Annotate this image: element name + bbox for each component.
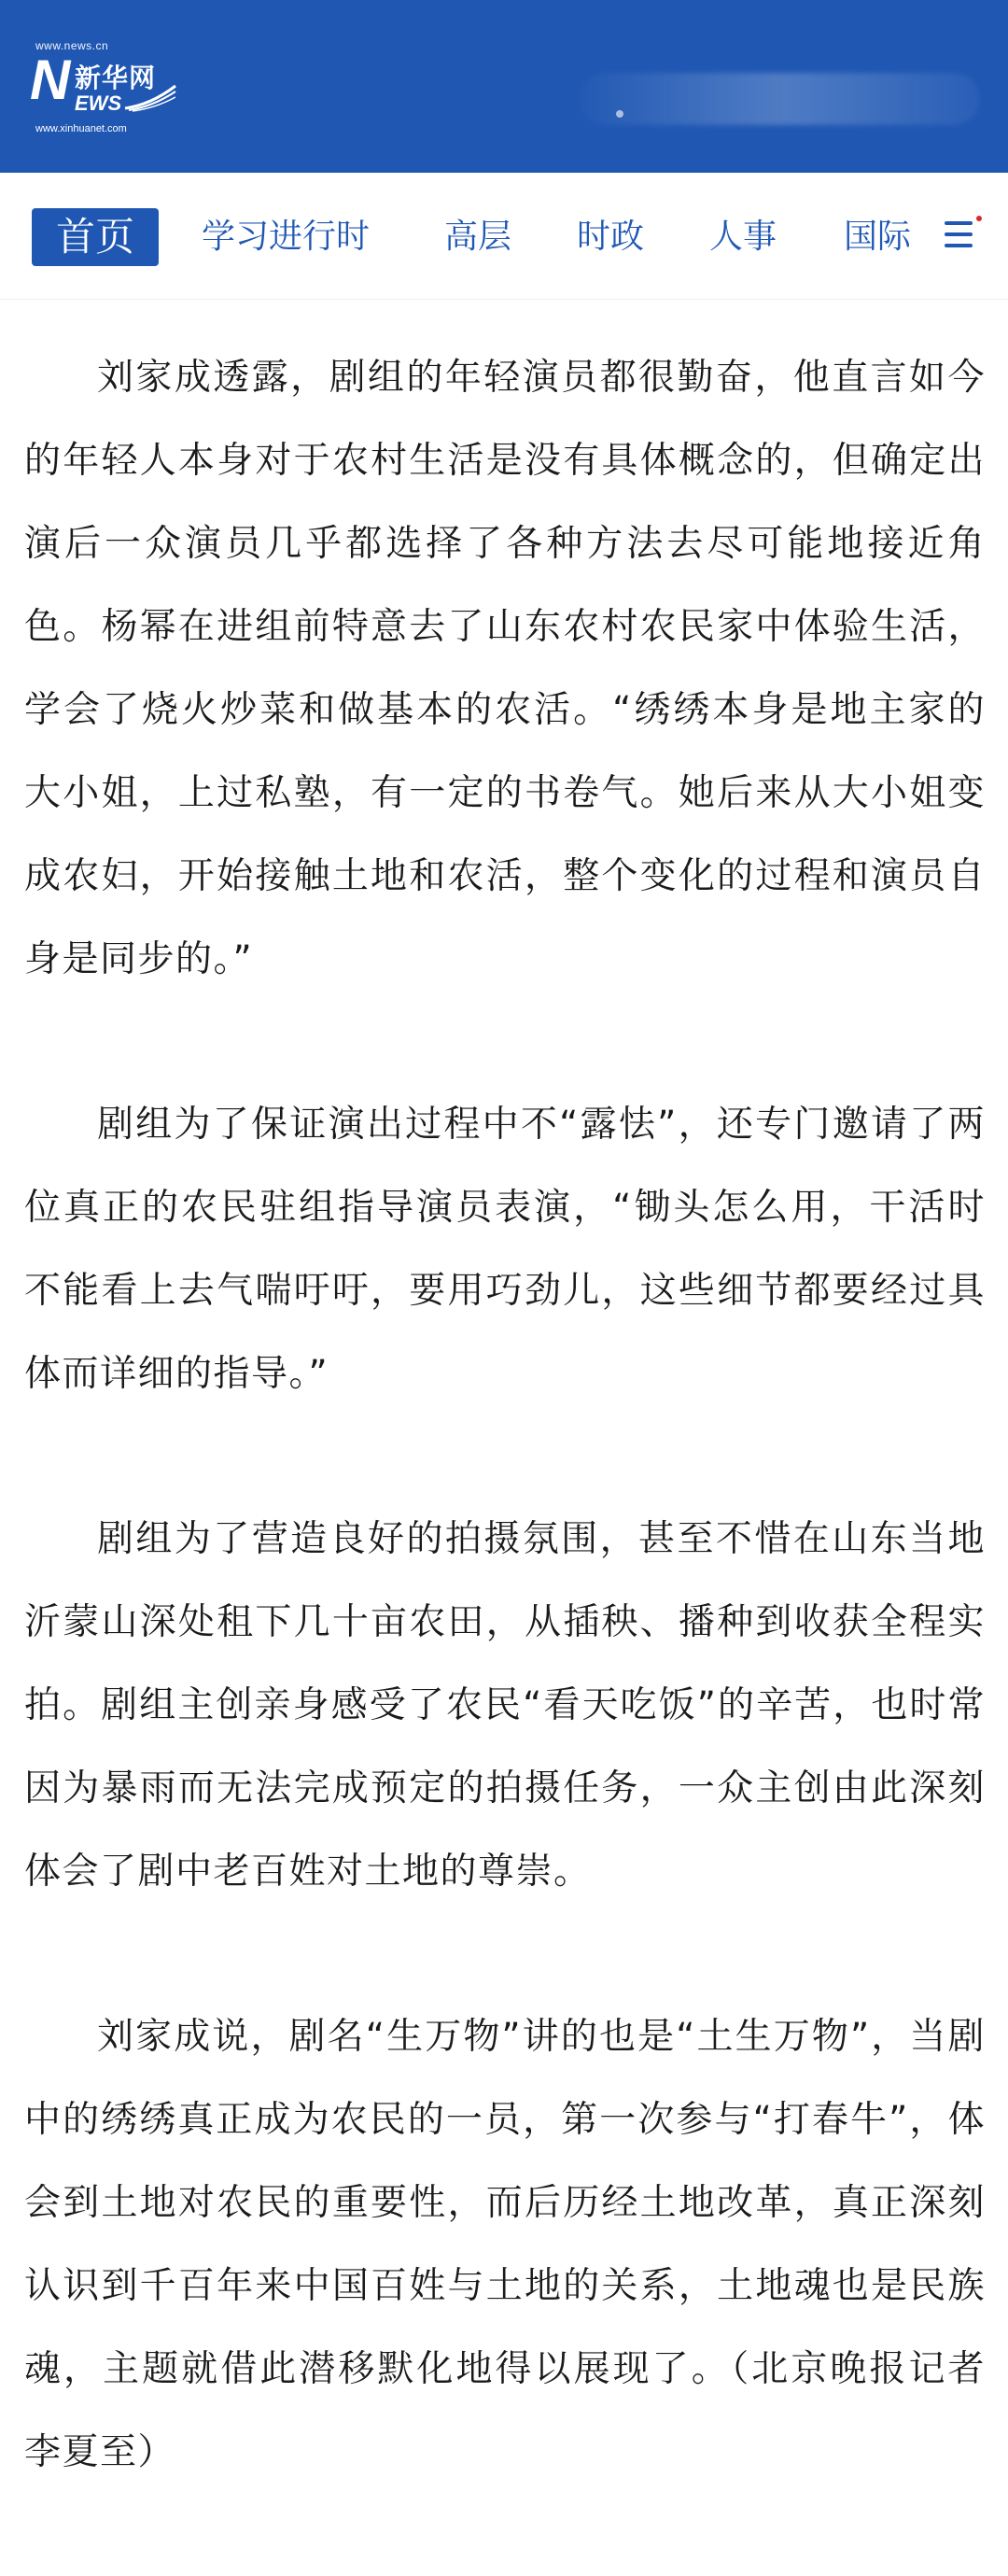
logo-swoosh-icon xyxy=(123,84,177,112)
logo-url-bottom: www.xinhuanet.com xyxy=(35,123,127,134)
logo-cn-name: 新华网 xyxy=(75,63,157,93)
nav-tab-study[interactable]: 学习进行时 xyxy=(202,218,371,256)
nav-tab-personnel[interactable]: 人事 xyxy=(709,218,777,256)
nav-tab-politics[interactable]: 时政 xyxy=(577,218,645,256)
article-body xyxy=(24,336,986,2576)
nav-tab-international[interactable]: 国际 xyxy=(844,218,912,256)
site-header xyxy=(0,0,1008,173)
hamburger-icon[interactable] xyxy=(945,219,976,251)
logo-url-top: www.news.cn xyxy=(35,39,109,52)
logo-letters-ews: EWS xyxy=(75,91,122,115)
article-paragraph-3: 剧组为了营造良好的拍摄氛围，甚至不惜在山东当地沂蒙山深处租下几十亩农田，从插秧、播种到收获全程实拍。剧组主创亲身感受了农民“看天吃饭”的辛苦，也时常因为暴雨而无法完成预定的拍摄任务，一众主创由此深刻体会了剧中老百姓对土地的尊崇。 xyxy=(24,1518,986,1893)
xinhua-logo[interactable] xyxy=(30,39,179,142)
logo-letter-n: N xyxy=(30,49,71,111)
article-paragraph-4: 刘家成说，剧名“生万物”讲的也是“土生万物”，当剧中的绣绣真正成为农民的一员，第一次参与“打春牛”，体会到土地对农民的重要性，而后历经土地改革，真正深刻认识到千百年来中国百姓与土地的关系，土地魂也是民族魂，主题就借此潜移默化地得以展现了。（北京晚报记者 李夏至） xyxy=(24,2016,986,2473)
header-banner-dot xyxy=(616,110,623,118)
header-banner-graphic xyxy=(579,73,980,125)
nav-tab-leadership[interactable]: 高层 xyxy=(444,218,512,256)
nav-tab-home[interactable]: 首页 xyxy=(32,208,159,266)
article-paragraph-2: 剧组为了保证演出过程中不“露怯”，还专门邀请了两位真正的农民驻组指导演员表演，“锄头怎么用，干活时不能看上去气喘吁吁，要用巧劲儿，这些细节都要经过具体而详细的指导。” xyxy=(24,1104,986,1395)
article-paragraph-1: 刘家成透露，剧组的年轻演员都很勤奋，他直言如今的年轻人本身对于农村生活是没有具体概念的，但确定出演后一众演员几乎都选择了各种方法去尽可能地接近角色。杨幂在进组前特意去了山东农村农民家中体验生活，学会了烧火炒菜和做基本的农活。“绣绣本身是地主家的大小姐，上过私塾，有一定的书卷气。她后来从大小姐变成农妇，开始接触土地和农活，整个变化的过程和演员自身是同步的。” xyxy=(24,357,986,980)
channel-nav xyxy=(0,173,1008,300)
